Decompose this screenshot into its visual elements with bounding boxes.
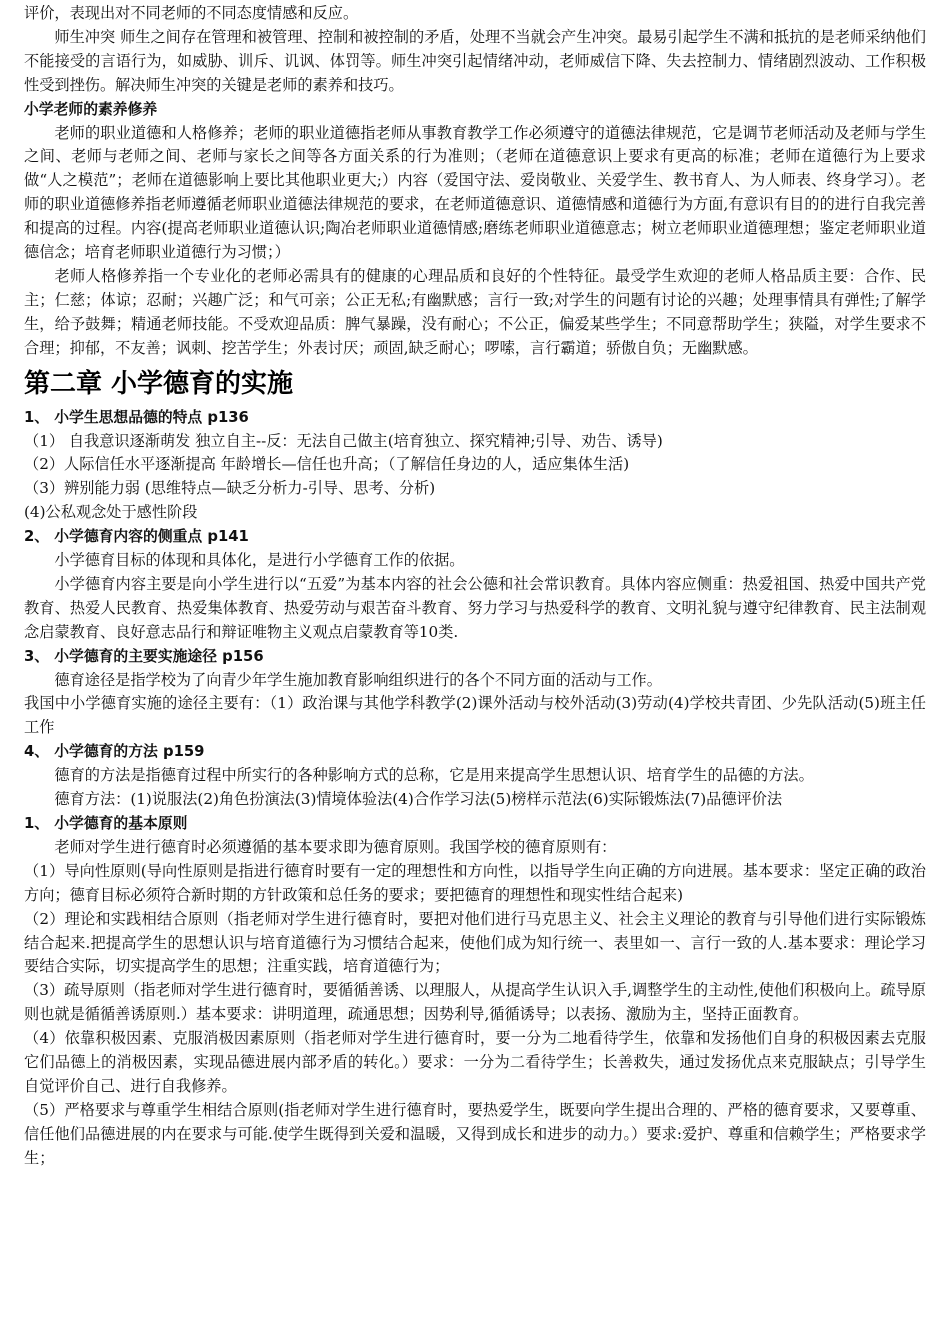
paragraph-professional-ethics: 老师的职业道德和人格修养；老师的职业道德指老师从事教育教学工作必须遵守的道德法律规范，它是调节老师活动及老师与学生之间、老师与老师之间、老师与家长之间等各方面关系的行为准则；（老师在道德意识上要求有更高的标准；老师在道德行为上要求做“人之模范”；老师在道德影响上要比其他职业更大;）内容（爱国守法、爱岗敬业、关爱学生、教书育人、为人师表、终身学习）。老师的职业道德修养指老师遵循老师职业道德法律规范的要求，在老师道德意识、道德情感和道德行为方面,有意识有目的的进行自我完善和提高的过程。内容(提高老师职业道德认识;陶冶老师职业道德情感;磨练老师职业道德意志；树立老师职业道德理想；鉴定老师职业道德信念；培育老师职业道德行为习惯；）	[24, 123, 926, 262]
section-heading-implementation-paths: 3、 小学德育的主要实施途径 p156	[24, 647, 264, 665]
paragraph: 德育的方法是指德育过程中所实行的各种影响方式的总称，它是用来提高学生思想认识、培育学生的品德的方法。	[54, 766, 814, 785]
section-heading-methods: 4、 小学德育的方法 p159	[24, 743, 205, 761]
paragraph: 小学德育内容主要是向小学生进行以“五爱”为基本内容的社会公德和社会常识教育。具体内容应侧重：热爱祖国、热爱中国共产党教育、热爱人民教育、热爱集体教育、热爱劳动与艰苦奋斗教育、努力学习与热爱科学的教育、文明礼貌与遵守纪律教育、民主法制观念启蒙教育、良好意志品行和辩证唯物主义观点启蒙教育等10类.	[24, 574, 926, 641]
list-item: （4）依靠积极因素、克服消极因素原则（指老师对学生进行德育时，要一分为二地看待学生，依靠和发扬他们自身的积极因素去克服它们品德上的消极因素，实现品德进展内部矛盾的转化。）要求：一分为二看待学生；长善救失，通过发扬优点来克服缺点；引导学生自觉评价自己、进行自我修养。	[24, 1029, 926, 1095]
section-heading-moral-characteristics: 1、 小学生思想品德的特点 p136	[24, 408, 249, 426]
section-heading-teacher-qualities: 小学老师的素养修养	[24, 100, 158, 118]
paragraph: 老师对学生进行德育时必须遵循的基本要求即为德育原则。我国学校的德育原则有：	[54, 837, 617, 856]
list-item: （1） 自我意识逐渐萌发 独立自主--反：无法自己做主(培育独立、探究精神;引导、劝告、诱导)	[24, 431, 663, 450]
paragraph: 德育途径是指学校为了向青少年学生施加教育影响组织进行的各个不同方面的活动与工作。	[54, 670, 662, 689]
paragraph-teacher-student-conflict: 师生冲突 师生之间存在管理和被管理、控制和被控制的矛盾，处理不当就会产生冲突。最易引起学生不满和抵抗的是老师采纳他们不能接受的言语行为，如威胁、训斥、讥讽、体罚等。师生冲突引起情绪冲动，老师威信下降、失去控制力、情绪剧烈波动、工作积极性受到挫伤。解决师生冲突的关键是老师的素养和技巧。	[24, 27, 926, 94]
list-item: （2）理论和实践相结合原则（指老师对学生进行德育时，要把对他们进行马克思主义、社会主义理论的教育与引导他们进行实际锻炼结合起来.把提高学生的思想认识与培育道德行为习惯结合起来，使他们成为知行统一、表里如一、言行一致的人.基本要求：理论学习要结合实际，切实提高学生的思想；注重实践，培育道德行为；	[24, 909, 926, 976]
paragraph: 小学德育目标的体现和具体化，是进行小学德育工作的依据。	[54, 551, 465, 570]
chapter-title: 第二章 小学德育的实施	[24, 368, 294, 399]
list-item: （3）辨别能力弱 (思维特点—缺乏分析力-引导、思考、分析)	[24, 479, 436, 498]
section-heading-principles: 1、 小学德育的基本原则	[24, 815, 188, 832]
section-heading-content-focus: 2、 小学德育内容的侧重点 p141	[24, 528, 249, 546]
paragraph-personality: 老师人格修养指一个专业化的老师必需具有的健康的心理品质和良好的个性特征。最受学生欢迎的老师人格品质主要：合作、民主；仁慈；体谅；忍耐；兴趣广泛；和气可亲；公正无私;有幽默感；言行一致;对学生的问题有讨论的兴趣；处理事情具有弹性;了解学生，给予鼓舞；精通老师技能。不受欢迎品质：脾气暴躁，没有耐心；不公正，偏爱某些学生；不同意帮助学生；狭隘，对学生要求不合理；抑郁，不友善；讽刺、挖苦学生；外表讨厌；顽固,缺乏耐心；啰嗦，言行霸道；骄傲自负；无幽默感。	[24, 266, 926, 357]
list-item: （3）疏导原则（指老师对学生进行德育时，要循循善诱、以理服人，从提高学生认识入手,调整学生的主动性,使他们积极向上。疏导原则也就是循循善诱原则.）基本要求：讲明道理，疏通思想；因势利导,循循诱导；以表扬、激励为主，坚持正面教育。	[24, 981, 926, 1024]
list-item: （5）严格要求与尊重学生相结合原则(指老师对学生进行德育时，要热爱学生，既要向学生提出合理的、严格的德育要求，又要尊重、信任他们品德进展的内在要求与可能.使学生既得到关爱和温暖，又得到成长和进步的动力。）要求:爱护、尊重和信赖学生；严格要求学生；	[24, 1100, 926, 1167]
list-item: （2）人际信任水平逐渐提高 年龄增长—信任也升高；（了解信任身边的人，适应集体生活)	[24, 455, 630, 474]
paragraph: 德育方法：(1)说服法(2)角色扮演法(3)情境体验法(4)合作学习法(5)榜样示范法(6)实际锻炼法(7)品德评价法	[54, 790, 783, 809]
paragraph: 我国中小学德育实施的途径主要有：（1）政治课与其他学科教学(2)课外活动与校外活动(3)劳动(4)学校共青团、少先队活动(5)班主任工作	[24, 694, 926, 737]
paragraph: 评价，表现出对不同老师的不同态度情感和反应。	[24, 4, 359, 22]
list-item: （1）导向性原则(导向性原则是指进行德育时要有一定的理想性和方向性，以指导学生向正确的方向进展。基本要求：坚定正确的政治方向；德育目标必须符合新时期的方针政策和总任务的要求；要把德育的理想性和现实性结合起来)	[24, 861, 926, 904]
list-item: (4)公私观念处于感性阶段	[24, 503, 198, 522]
